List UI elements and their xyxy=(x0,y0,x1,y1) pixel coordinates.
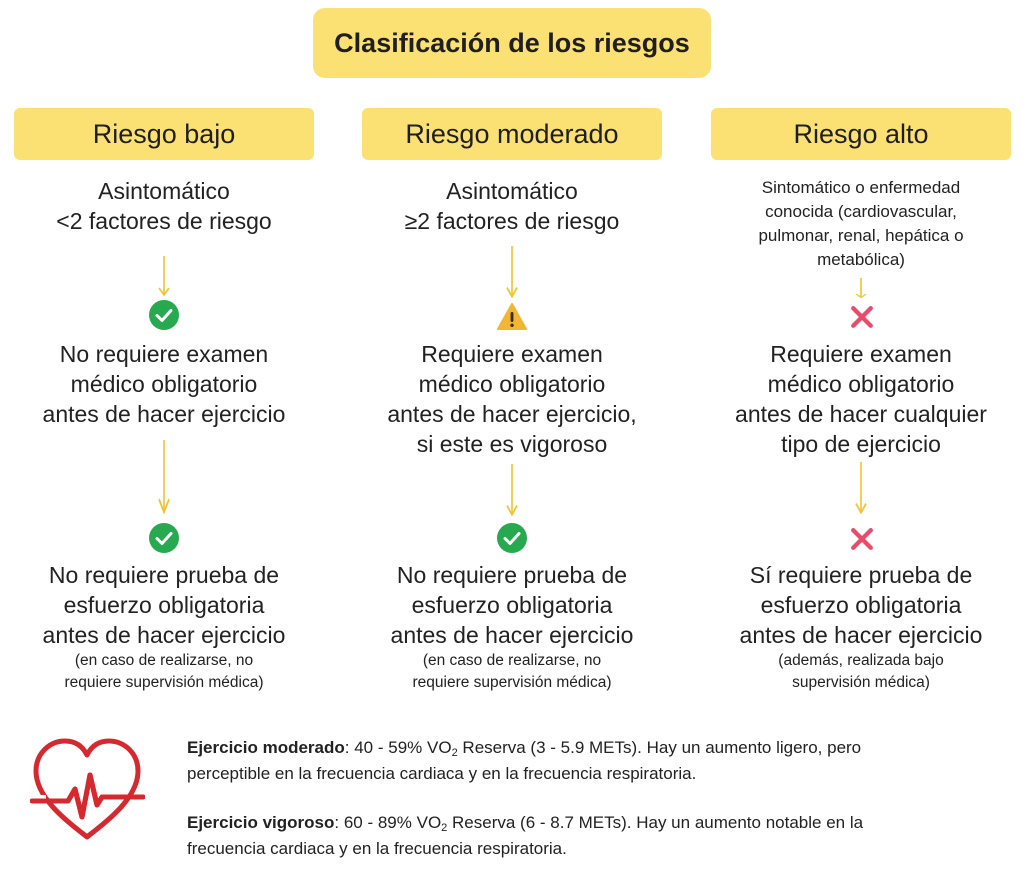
definition-text: : 60 - 89% VO xyxy=(334,813,442,832)
criteria-line: <2 factores de riesgo xyxy=(56,208,272,234)
exam-line: Requiere examen xyxy=(770,341,952,367)
test-line: esfuerzo obligatoria xyxy=(63,592,265,618)
arrow-down-icon xyxy=(505,246,519,298)
supervision-note xyxy=(342,650,682,694)
criteria-text xyxy=(342,176,682,236)
check-icon xyxy=(148,522,180,554)
exam-line: No requiere examen xyxy=(59,341,269,367)
test-line: antes de hacer ejercicio xyxy=(390,622,634,648)
exam-line: antes de hacer ejercicio, xyxy=(387,401,637,427)
subscript: 2 xyxy=(451,747,458,759)
criteria-text xyxy=(0,176,334,236)
test-line: antes de hacer ejercicio xyxy=(42,622,286,648)
note-line: supervisión médica) xyxy=(792,674,930,691)
arrow-down-icon xyxy=(854,278,868,298)
exam-line: tipo de ejercicio xyxy=(781,431,941,457)
arrow-down-icon xyxy=(505,464,519,516)
check-icon xyxy=(148,299,180,331)
test-line: Sí requiere prueba de xyxy=(749,562,973,588)
test-line: No requiere prueba de xyxy=(48,562,280,588)
criteria-line: metabólica) xyxy=(817,250,905,269)
arrow-down-icon xyxy=(157,440,171,514)
criteria-line: pulmonar, renal, hepática o xyxy=(758,226,964,245)
note-line: requiere supervisión médica) xyxy=(64,674,264,691)
test-line: esfuerzo obligatoria xyxy=(411,592,613,618)
stress-test-text xyxy=(691,560,1024,694)
exam-text xyxy=(691,339,1024,459)
moderate-term: Ejercicio moderado xyxy=(187,738,345,757)
note-line: requiere supervisión médica) xyxy=(412,674,612,691)
stress-test-text xyxy=(342,560,682,694)
column-high-risk xyxy=(711,108,1011,691)
warning-icon xyxy=(496,301,528,333)
subscript: 2 xyxy=(441,822,448,834)
arrow-down-icon xyxy=(854,462,868,514)
exam-text xyxy=(342,339,682,459)
arrow-down-icon xyxy=(157,254,171,298)
header-moderate-risk: Riesgo moderado xyxy=(362,108,662,160)
definition-text: : 40 - 59% VO xyxy=(344,738,452,757)
definition-text: frecuencia cardiaca y en la frecuencia respiratoria. xyxy=(187,839,567,858)
vigorous-exercise-definition xyxy=(187,810,1007,862)
header-high-risk: Riesgo alto xyxy=(711,108,1011,160)
criteria-text xyxy=(691,176,1024,272)
criteria-line: Asintomático xyxy=(446,178,578,204)
exam-line: Requiere examen xyxy=(421,341,603,367)
stress-test-text xyxy=(0,560,334,694)
column-moderate-risk xyxy=(362,108,662,691)
definition-text: Reserva (3 - 5.9 METs). Hay un aumento ligero, pero xyxy=(457,738,862,757)
exam-line: médico obligatorio xyxy=(767,371,955,397)
diagram-title: Clasificación de los riesgos xyxy=(313,8,711,78)
criteria-line: ≥2 factores de riesgo xyxy=(404,208,620,234)
cross-icon xyxy=(848,525,876,553)
exam-line: antes de hacer ejercicio xyxy=(42,401,286,427)
exam-line: si este es vigoroso xyxy=(416,431,608,457)
check-icon xyxy=(496,522,528,554)
criteria-line: conocida (cardiovascular, xyxy=(765,202,957,221)
note-line: (en caso de realizarse, no xyxy=(74,652,254,669)
header-low-risk: Riesgo bajo xyxy=(14,108,314,160)
note-line: (además, realizada bajo xyxy=(778,652,944,669)
vigorous-term: Ejercicio vigoroso xyxy=(187,813,335,832)
criteria-line: Asintomático xyxy=(98,178,230,204)
criteria-line: Sintomático o enfermedad xyxy=(761,178,961,197)
note-line: (en caso de realizarse, no xyxy=(422,652,602,669)
heartbeat-icon xyxy=(30,735,145,845)
exam-text xyxy=(0,339,334,429)
test-line: No requiere prueba de xyxy=(396,562,628,588)
column-low-risk xyxy=(14,108,314,691)
moderate-exercise-definition xyxy=(187,735,1007,787)
exam-line: antes de hacer cualquier xyxy=(735,401,987,427)
exam-line: médico obligatorio xyxy=(70,371,258,397)
supervision-note xyxy=(691,650,1024,694)
exam-line: médico obligatorio xyxy=(418,371,606,397)
test-line: antes de hacer ejercicio xyxy=(739,622,983,648)
cross-icon xyxy=(848,303,876,331)
definition-text: Reserva (6 - 8.7 METs). Hay un aumento notable en la xyxy=(447,813,864,832)
supervision-note xyxy=(0,650,334,694)
definition-text: perceptible en la frecuencia cardiaca y en la frecuencia respiratoria. xyxy=(187,764,697,783)
test-line: esfuerzo obligatoria xyxy=(760,592,962,618)
